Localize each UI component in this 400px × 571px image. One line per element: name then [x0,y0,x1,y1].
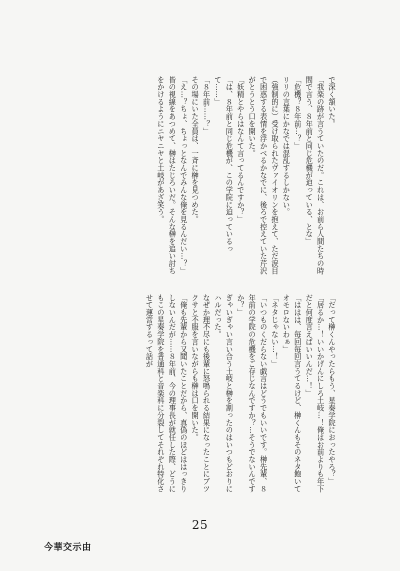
body-text-upper: で深く頷いた。 「我楽の跡が言うていたのだ。これは、お前ら人間たちの時間で言う、８年前と同じ危機が迫っている、とな」 「危機？８年前…？」 リリの言葉にかなでは混乱するしかない。 （強制的に）受け取られたヴァイオリンを抱えて、ただ涙目で困惑する表情を浮かべるかなでに、後ろで控えていた芹沢がとうとう口を開いた。 「妖精とやらはなんて言ってるんですか？」 「は、８年前と同じ危機が、この学院に迫っているって……」 「８年前……？」 その場にいた全員は、一斉に榊を見つめた。 「え…？ちょ、ちょっとなんでみんな俺を見るんだい…？」 皆の視線をあつめて、榊はたじろいだ。そんな榊を追い討ちをかけるようにニヤニヤと土岐があざ笑う。 [156,76,337,275]
footer-stamp: 今華交示由 [44,543,92,553]
body-text-lower: 「だって榊くんやったらもう、星奏学院におったやろ？」 「居るか…！いいかげんにしろ土岐…！俺はお前よりも年下だと何度言えばいいんだ…！」 「ははは、毎回毎回言うてるけど、榊くんもそのネタ飽いてオモロないわぁ」 「ネタじゃない…！」 「いつものくだらない戯言はどうでもいいです。榊先輩、８年前の学院の危機をご存じなんですか？…そうでないんですか？」 ぎゃいぎゃい言い合う土岐と榊を割ったのはいつもどおりにハルだった。 なぜか理不尽にも後輩に怒鳴られる結果になったことにブツクサと不服を言いながらも榊は口を開いた。 「俺も先輩から又聞いたことだから、真偽のほどははっきりしないんだが……８年前、今の理事長が就任した際、どうにもこの星奏学院を普通科と音楽科に分裂してそれぞれ特化させて運営するって話が [145,294,337,493]
page-number: 25 [191,518,209,532]
